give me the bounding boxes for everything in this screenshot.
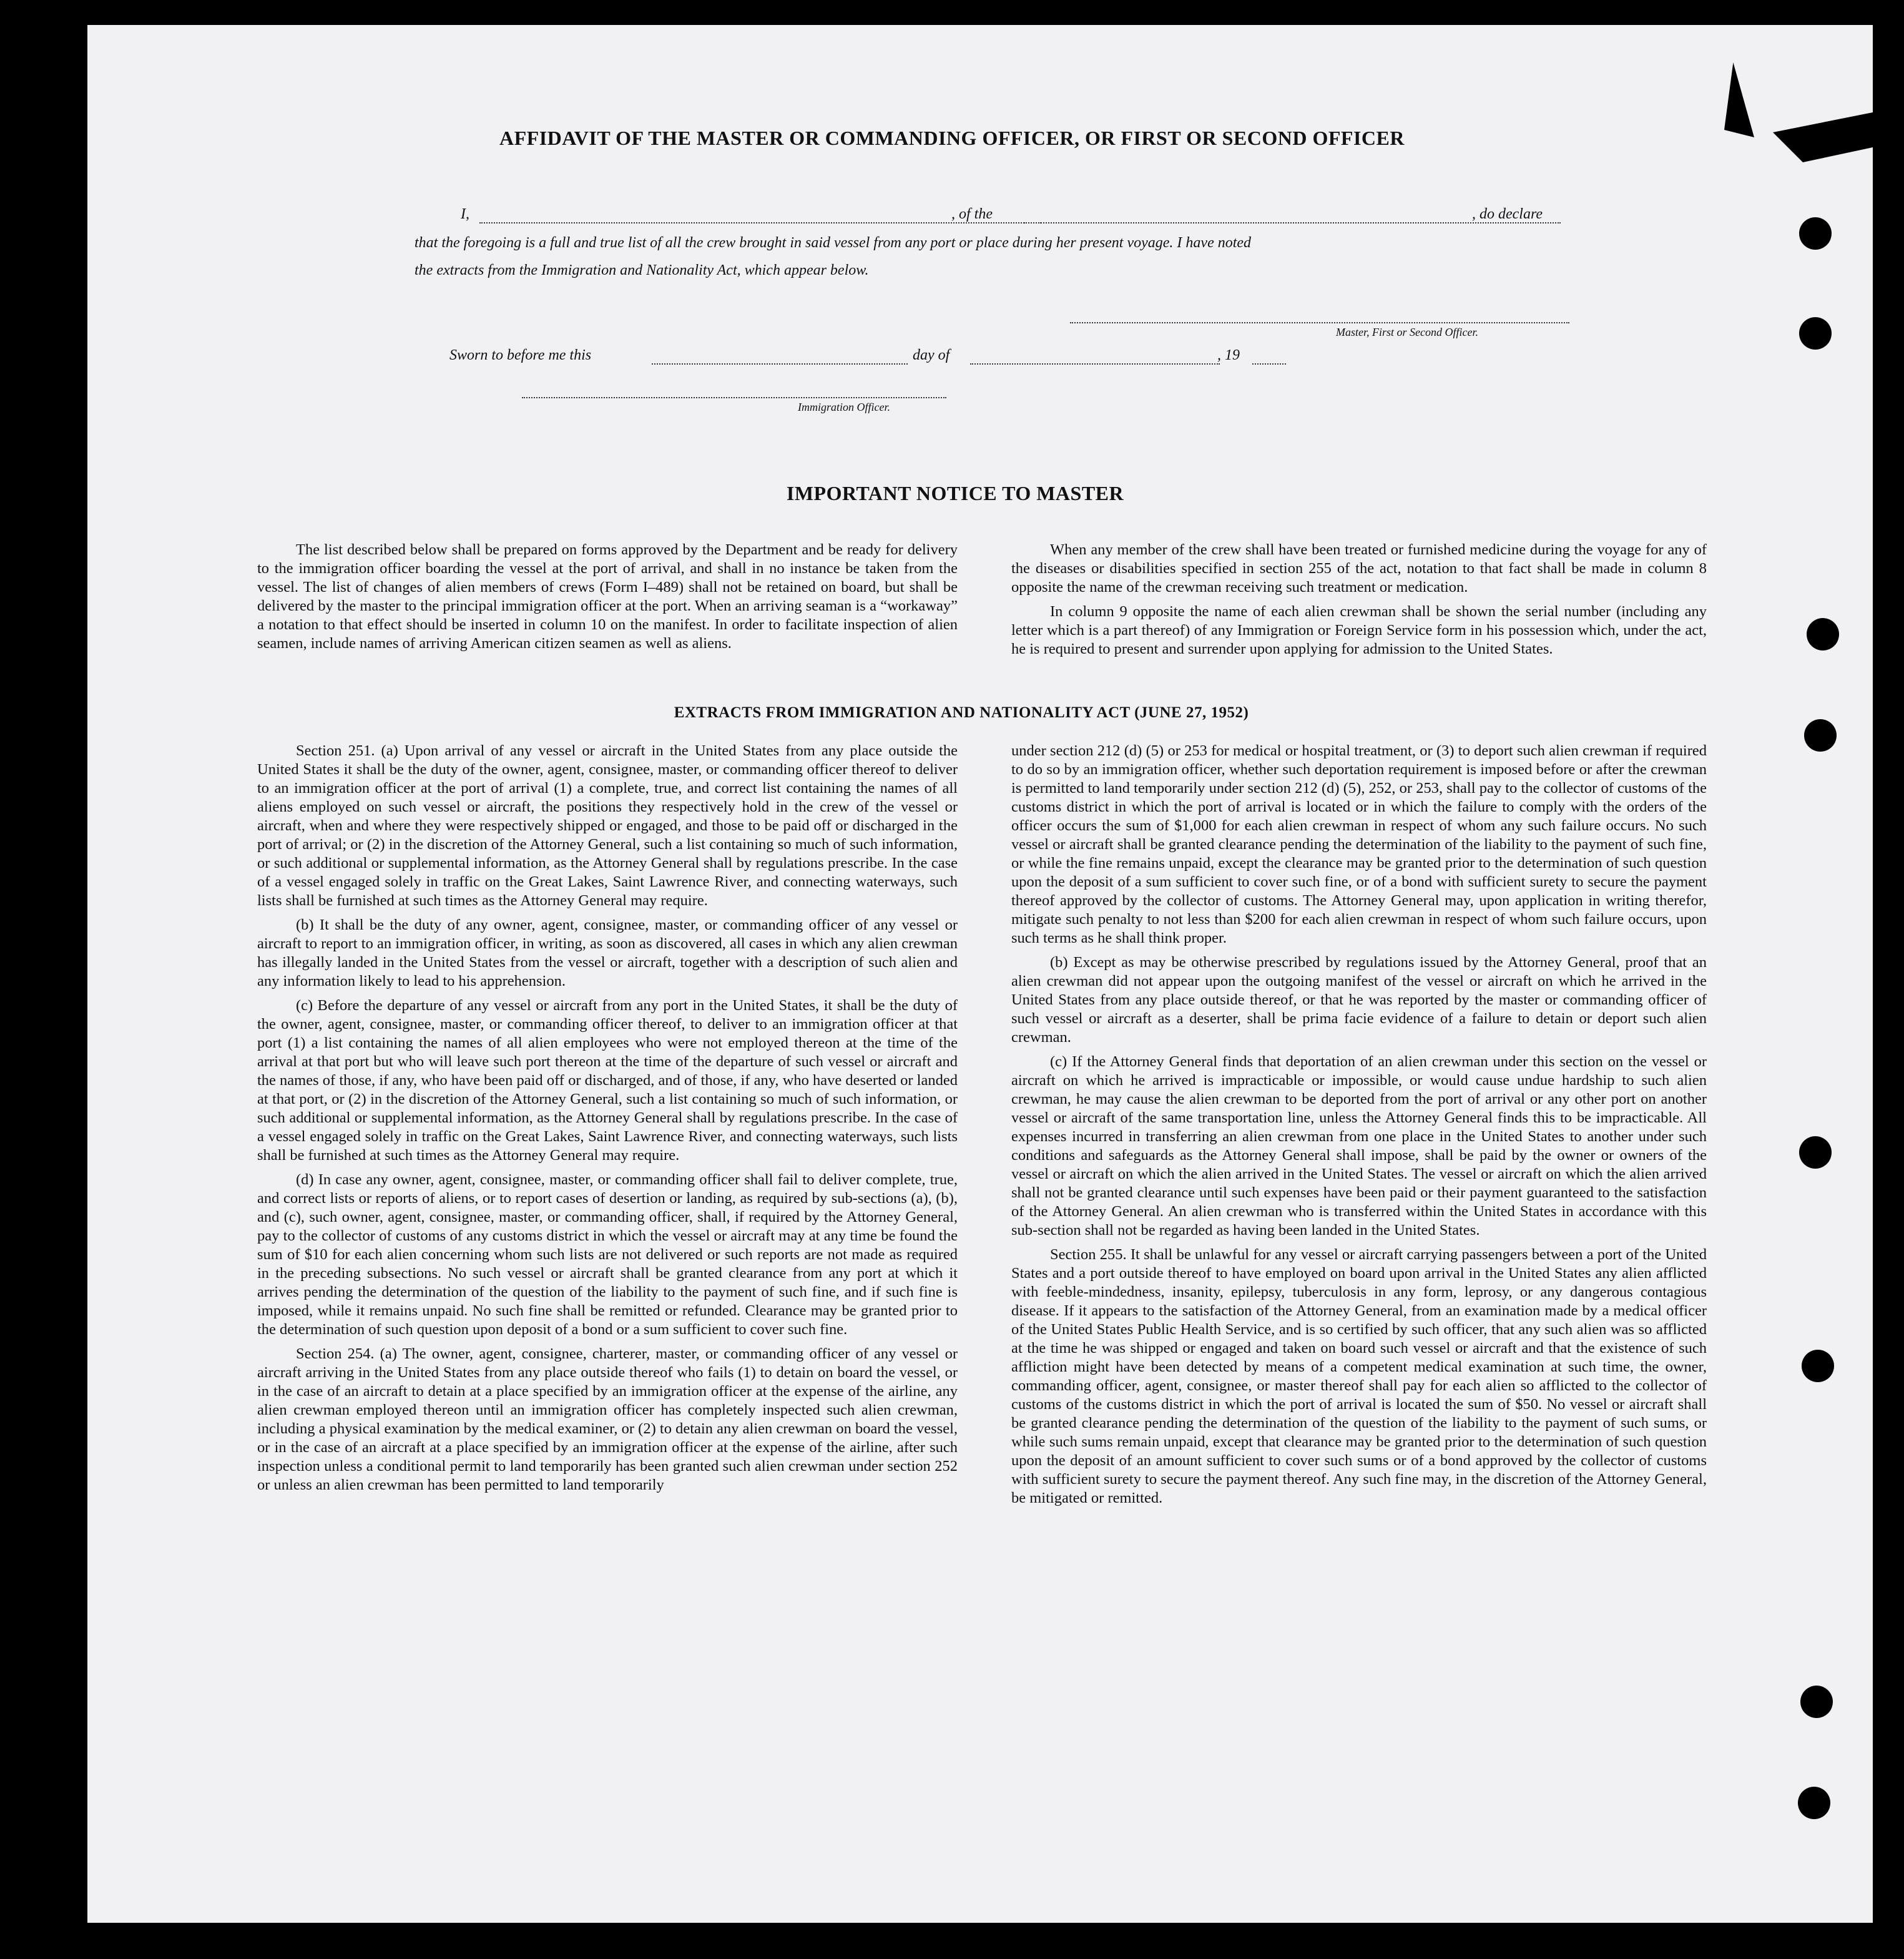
extracts-title: EXTRACTS FROM IMMIGRATION AND NATIONALITY ACT (JUNE 27, 1952)	[674, 704, 1249, 721]
notice-right-paragraph-1: When any member of the crew shall have been treated or furnished medicine during the voyage for any of the diseases or disabilities specified in section 255 of the act, notation to that fact shall be made in column 8 opposite the name of the crewman receiving such treatment or medication.	[1011, 541, 1707, 596]
section-254-a: Section 254. (a) The owner, agent, consignee, charterer, master, or commanding officer of any vessel or aircraft arriving in the United States from any place outside thereof who fails (1) to detain on board the vessel, or in the case of an aircraft to detain at a place specified by an immigration officer at the expense of the airline, any alien crewman employed thereon until an immigration officer has completely inspected such alien crewman, including a physical examination by the medical examiner, or (2) to detain any alien crewman on board the vessel, or in the case of an aircraft at a place specified by an immigration officer at the expense of the airline, after such inspection unless a conditional permit to land temporarily has been granted such alien crewman under section 252 or unless an alien crewman has been permitted to land temporarily	[257, 1345, 958, 1493]
punch-hole	[1807, 618, 1839, 651]
section-254-b: (b) Except as may be otherwise prescribed by regulations issued by the Attorney General, proof that an alien crewman did not appear upon the outgoing manifest of the vessel or aircraft on which he arrived in the United States from any place outside thereof, or that he was reported by the master or commanding officer of such vessel or aircraft as a deserter, shall be prima facie evidence of a failure to detain or deport such alien crewman.	[1011, 954, 1707, 1046]
affidavit-line-2: the extracts from the Immigration and Nationality Act, which appear below.	[415, 262, 869, 278]
notice-left-column	[257, 541, 958, 659]
section-255: Section 255. It shall be unlawful for any vessel or aircraft carrying passengers between a port of the United States and a port outside thereof to have employed on board upon arrival in the United States any alien afflicted with feeble-mindedness, insanity, epilepsy, tuberculosis in any form, leprosy, or any dangerous contagious disease. If it appears to the satisfaction of the Attorney General, from an examination made by a medical officer of the United States Public Health Service, and is so certified by such officer, that any such alien was so afflicted at the time he was shipped or engaged and taken on board such vessel or aircraft and that the existence of such affliction might have been detected by means of a competent medical examination at such time, the owner, commanding officer, agent, consignee, or master thereof shall pay for each alien so afflicted to the collector of customs of the customs district in which the port of arrival is located the sum of $50. No vessel or aircraft shall be granted clearance pending the determination of the question of the liability to the payment of such sums, or while such sums remain unpaid, except that clearance may be granted prior to the determination of such question upon the deposit of an amount sufficient to cover such sums or of a bond approved by the collector of customs with sufficient surety to secure the payment thereof. Any such fine may, in the discretion of the Attorney General, be mitigated or remitted.	[1011, 1246, 1707, 1506]
sworn-month-line[interactable]	[970, 363, 1220, 365]
sworn-label: Sworn to before me this	[449, 347, 592, 363]
affidavit-i: I,	[461, 206, 469, 222]
extracts-left-column	[257, 742, 958, 1500]
punch-hole	[1799, 1136, 1832, 1169]
sworn-day-line[interactable]	[652, 363, 908, 365]
punch-hole	[1800, 1686, 1833, 1718]
section-254-a-continued: under section 212 (d) (5) or 253 for medical or hospital treatment, or (3) to deport such alien crewman if required to do so by an immigration officer, whether such deportation requirement is imposed before or after the crewman is permitted to land temporarily under section 212 (d) (5), 252, or 253, shall pay to the collector of customs of the customs district in which the port of arrival is located or in which the failure to comply with the orders of the officer occurs the sum of $1,000 for each alien crewman in respect of whom any such failure occurs. No such vessel or aircraft shall be granted clearance pending the determination of the liability to the payment of such fine, or while the fine remains unpaid, except the clearance may be granted prior to the determination of such question upon the deposit of a sum sufficient to cover such fine, or of a bond with sufficient surety to secure the payment thereof approved by the collector of customs. The Attorney General may, upon application in writing therefor, mitigate such penalty to not less than $200 for each alien crewman in respect of whom such failure occurs, upon such terms as he shall think proper.	[1011, 742, 1707, 946]
affidavit-title: AFFIDAVIT OF THE MASTER OR COMMANDING OFFICER, OR FIRST OR SECOND OFFICER	[499, 127, 1405, 149]
document-page	[87, 25, 1873, 1923]
day-of-label: day of	[913, 347, 950, 363]
section-251-a: Section 251. (a) Upon arrival of any vessel or aircraft in the United States from any place outside the United States it shall be the duty of the owner, agent, consignee, master, or commanding officer thereof to deliver to an immigration officer at the port of arrival (1) a complete, true, and correct list containing the names of all aliens employed on such vessel or aircraft, the positions they respectively hold in the crew of the vessel or aircraft, when and where they were respectively shipped or engaged, and those to be paid off or discharged in the port of arrival; or (2) in the discretion of the Attorney General, such a list containing so much of such information, or such additional or supplemental information, as the Attorney General shall by regulations prescribe. In the case of a vessel engaged solely in traffic on the Great Lakes, Saint Lawrence River, and connecting waterways, such lists shall be furnished at such times as the Attorney General may require.	[257, 742, 958, 909]
notice-right-column	[1011, 541, 1707, 664]
master-signature-label: Master, First or Second Officer.	[1336, 326, 1478, 338]
sworn-year-line[interactable]	[1252, 363, 1286, 365]
immigration-signature-line[interactable]	[522, 397, 946, 398]
section-251-d: (d) In case any owner, agent, consignee, master, or commanding officer shall fail to deliver complete, true, and correct lists or reports of aliens, or to report cases of desertion or landing, as required by sub-sections (a), (b), and (c), such owner, agent, consignee, master, or commanding officer, shall, if required by the Attorney General, pay to the collector of customs of any customs district in which the vessel or aircraft may at any time be found the sum of $10 for each alien concerning whom such lists are not delivered or such reports are not made as required in the preceding subsections. No such vessel or aircraft shall be granted clearance from any port at which it arrives pending the determination of the question of the liability to the payment of such fine, and if such fine is imposed, while it remains unpaid. No such fine shall be remitted or refunded. Clearance may be granted prior to the determination of such question upon deposit of a bond or a sum sufficient to cover such fine.	[257, 1171, 958, 1338]
punch-hole	[1804, 719, 1837, 752]
extracts-right-column	[1011, 742, 1707, 1513]
punch-hole	[1798, 1787, 1830, 1819]
affidavit-do-declare: , do declare	[1472, 206, 1543, 222]
section-251-b: (b) It shall be the duty of any owner, agent, consignee, master, or commanding officer of any vessel or aircraft to report to an immigration officer, in writing, as soon as discovered, all cases in which any alien crewman has illegally landed in the United States from the vessel or aircraft, together with a description of such alien and any information likely to lead to his apprehension.	[257, 916, 958, 989]
punch-hole	[1799, 217, 1832, 250]
affidavit-of-the: , of the	[951, 206, 993, 222]
master-signature-line[interactable]	[1070, 322, 1569, 323]
tear-mark	[1724, 62, 1754, 137]
affidavit-line-1: that the foregoing is a full and true list of all the crew brought in said vessel from any port or place during her present voyage. I have noted	[415, 235, 1252, 251]
immigration-signature-label: Immigration Officer.	[798, 401, 890, 413]
tear-mark	[1773, 112, 1873, 162]
section-251-c: (c) Before the departure of any vessel or aircraft from any port in the United States, it shall be the duty of the owner, agent, consignee, master, or commanding officer thereof, to deliver to an immigration officer at that port (1) a list containing the names of all alien employees who were not employed thereon at the time of the arrival at that port but who will leave such port thereon at the time of the departure of such vessel or aircraft and the names of those, if any, who have been paid off or discharged, and of those, if any, who have deserted or landed at that port, or (2) in the discretion of the Attorney General, such a list containing so much of such information, or such additional or supplemental information, as the Attorney General shall by regulations prescribe. In the case of a vessel engaged solely in traffic on the Great Lakes, Saint Lawrence River, and connecting waterways, such lists shall be furnished at such times as the Attorney General may require.	[257, 997, 958, 1164]
notice-title: IMPORTANT NOTICE TO MASTER	[786, 482, 1124, 504]
notice-right-paragraph-2: In column 9 opposite the name of each alien crewman shall be shown the serial number (including any letter which is a part thereof) of any Immigration or Foreign Service form in his possession which, under the act, he is required to present and surrender upon applying for admission to the United States.	[1011, 603, 1707, 657]
punch-hole	[1802, 1350, 1834, 1382]
year-label: , 19	[1217, 347, 1240, 363]
notice-left-paragraph: The list described below shall be prepared on forms approved by the Department and be ready for delivery to the immigration officer boarding the vessel at the port of arrival, and shall in no instance be taken from the vessel. The list of changes of alien members of crews (Form I–489) shall not be retained on board, but shall be delivered by the master to the principal immigration officer at the port. When an arriving seaman is a “workaway” a notation to that effect should be inserted in column 10 on the manifest. In order to facilitate inspection of alien seamen, include names of arriving American citizen seamen as well as aliens.	[257, 541, 958, 652]
punch-hole	[1799, 317, 1832, 350]
section-254-c: (c) If the Attorney General finds that deportation of an alien crewman under this section on the vessel or aircraft on which he arrived is impracticable or impossible, or would cause undue hardship to such alien crewman, he may cause the alien crewman to be deported from the port of arrival or any other port on another vessel or aircraft of the same transportation line, unless the Attorney General finds this to be impracticable. All expenses incurred in transferring an alien crewman from one place in the United States to another under such conditions and safeguards as the Attorney General shall impose, shall be paid by the owner or owners of the vessel or aircraft on which the alien arrived in the United States. The vessel or aircraft on which the alien arrived shall not be granted clearance until such expenses have been paid or their payment guaranteed to the satisfaction of the Attorney General. An alien crewman who is transferred within the United States in accordance with this sub-section shall not be regarded as having been landed in the United States.	[1011, 1053, 1707, 1239]
